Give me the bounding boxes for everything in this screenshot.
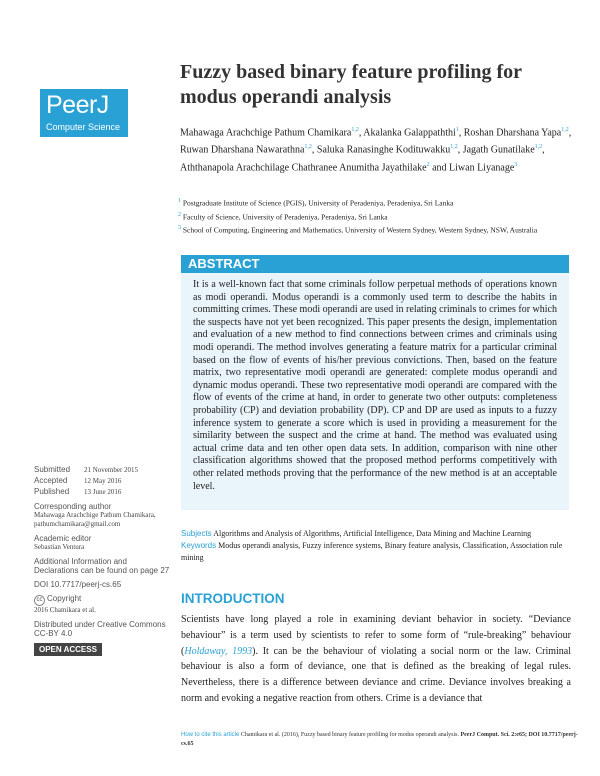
author-affiliation-marker: 3 — [514, 161, 518, 168]
author-name: Liwan Liyanage — [449, 161, 515, 173]
open-access-badge: OPEN ACCESS — [34, 643, 102, 656]
how-to-cite: How to cite this article Chamikara et al. (2016), Fuzzy based binary feature profiling for modus operandi analysis. PeerJ Comput. Sci. 2:e65; DOI 10.7717/peerj-cs.65 — [181, 732, 578, 747]
accepted-row: Accepted 12 May 2016 — [34, 476, 122, 485]
subjects-label: Subjects — [181, 529, 212, 538]
cc-icon: cc — [34, 595, 45, 606]
affiliation-3: $^3$ School of Computing, Engineering and Mathematics, University of Western Sydney, Western Sydney, NSW, Australia — [178, 225, 538, 235]
author-name: Akalanka Galappaththi — [363, 127, 456, 139]
introduction-text: Scientists have long played a role in examining deviant behavior in society. “Deviance behaviour” is a term used by scientists to refer to some form of “rule-breaking” behaviour (Holdaway, 1993). It can be the behaviour of violating a social norm or the law. Criminal behaviour is also a form of deviance, one that is defined as the breaking of legal rules. Nevertheless, there is a difference between deviance and crime. Deviance involves breaking a norm and evoking a negative reaction from others. Crime is a deviance that — [181, 614, 571, 704]
abstract-heading: ABSTRACT — [181, 255, 569, 273]
author-name: Aththanapola Arachchilage Chathranee Anumitha Jayathilake — [180, 161, 427, 173]
introduction-heading: INTRODUCTION — [181, 591, 285, 606]
author-name: Ruwan Dharshana Nawarathna — [180, 144, 305, 156]
keywords-text: Modus operandi analysis, Fuzzy inference systems, Binary feature analysis, Classification, Association rule mining — [181, 541, 563, 562]
author-name: Saluka Ranasinghe Kodituwakku — [316, 144, 451, 156]
submitted-row: Submitted 21 November 2015 — [34, 465, 139, 474]
author-affiliation-marker: 1,2 — [561, 127, 569, 133]
abstract-text: It is a well-known fact that some criminals follow perpetual methods of operations known as modi operandi. Modus operandi is a commonly used term to describe the habits in committing crimes. These modi operandi are used in relating criminals to crimes for which the suspects have not yet been recognized. This paper presents the design, implementation and evaluation of a new method to find connections between crimes and criminals using modi operandi. The method involves generating a feature matrix for a particular criminal based on the flow of events of his/her previous convictions. Then, based on the feature matrix, two representative modi operandi are generated: complete modus operandi and dynamic modus operandi. These two representative modi operandi are compared with the flow of events of the crime at hand, in order to generate two other outputs: completeness probability (CP) and deviation probability (DP). CP and DP are used as inputs to a fuzzy inference system to generate a score which is used in providing a measurement for the similarity between the suspect and the crime at hand. The method was evaluated using actual crime data and ten other open data sets. In addition, comparison with nine other classification algorithms showed that the proposed method performs competitively with other related methods proving that the performance of the new method is at an acceptable level. — [193, 279, 557, 492]
affiliation-2: $^2$ Faculty of Science, University of Peradeniya, Peradeniya, Sri Lanka — [178, 211, 388, 221]
affiliations — [178, 196, 578, 237]
academic-editor: Academic editor Sebastian Ventura — [34, 534, 92, 551]
author-name: Jagath Gunatilake — [462, 144, 535, 156]
keywords-line — [181, 540, 571, 564]
license: Distributed under Creative Commons CC-BY 4.0 — [34, 620, 166, 638]
copyright: cc Copyright 2016 Chamikara et al. — [34, 594, 96, 614]
published-row: Published 13 June 2016 — [34, 487, 122, 496]
logo-subtitle: Computer Science — [46, 122, 121, 132]
additional-info: Additional Information and Declarations can be found on page 27 — [34, 557, 170, 575]
author-name: Roshan Dharshana Yapa — [463, 127, 562, 139]
how-to-cite-label: How to cite this article — [181, 732, 240, 738]
subjects-line — [181, 528, 571, 540]
corresponding-email[interactable]: pathumchamikara@gmail.com — [34, 520, 121, 528]
author-affiliation-marker: 1 — [455, 127, 459, 133]
author-affiliation-marker: 2 — [426, 161, 430, 168]
author-affiliation-marker: 1,2 — [304, 144, 312, 151]
keywords-label: Keywords — [181, 541, 217, 550]
author-name: Mahawaga Arachchige Pathum Chamikara — [180, 127, 352, 139]
peerj-logo — [40, 89, 128, 137]
abstract-box — [181, 255, 569, 510]
article-sidebar — [34, 464, 172, 656]
author-affiliation-marker: 1,2 — [351, 127, 359, 133]
citation-link[interactable]: Holdaway, 1993 — [184, 645, 253, 657]
author-affiliation-marker: 1,2 — [450, 144, 458, 151]
subjects-text: Algorithms and Analysis of Algorithms, Artificial Intelligence, Data Mining and Machine Learning — [213, 529, 532, 538]
paper-title: Fuzzy based binary feature profiling for modus operandi analysis — [180, 61, 522, 108]
subjects-keywords — [181, 528, 571, 564]
corresponding-author: Corresponding author Mahawaga Arachchige Pathum Chamikara, pathumchamikara@gmail.com — [34, 502, 172, 529]
logo-brand: PeerJ — [46, 91, 109, 119]
doi[interactable]: DOI 10.7717/peerj-cs.65 — [34, 580, 122, 589]
affiliation-1: $^1$ Postgraduate Institute of Science (PGIS), University of Peradeniya, Peradeniya, Sri Lanka — [178, 198, 454, 208]
author-affiliation-marker: 1,2 — [534, 144, 543, 151]
author-list: Mahawaga Arachchige Pathum Chamikara$^{1,2}$, Akalanka Galappaththi$^1$, Roshan Dharshana Yapa$^{1,2}$, Ruwan Dharshana Nawarathna$^{1,2}$, Saluka Ranasinghe Kodituwakku$^{1,2}$, Jagath Gunatilake$^{1,2}$, Aththanapola Arachchilage Chathranee Anumitha Jayathilake$^2$ and Liwan Liyanage$^3$ — [180, 127, 572, 173]
